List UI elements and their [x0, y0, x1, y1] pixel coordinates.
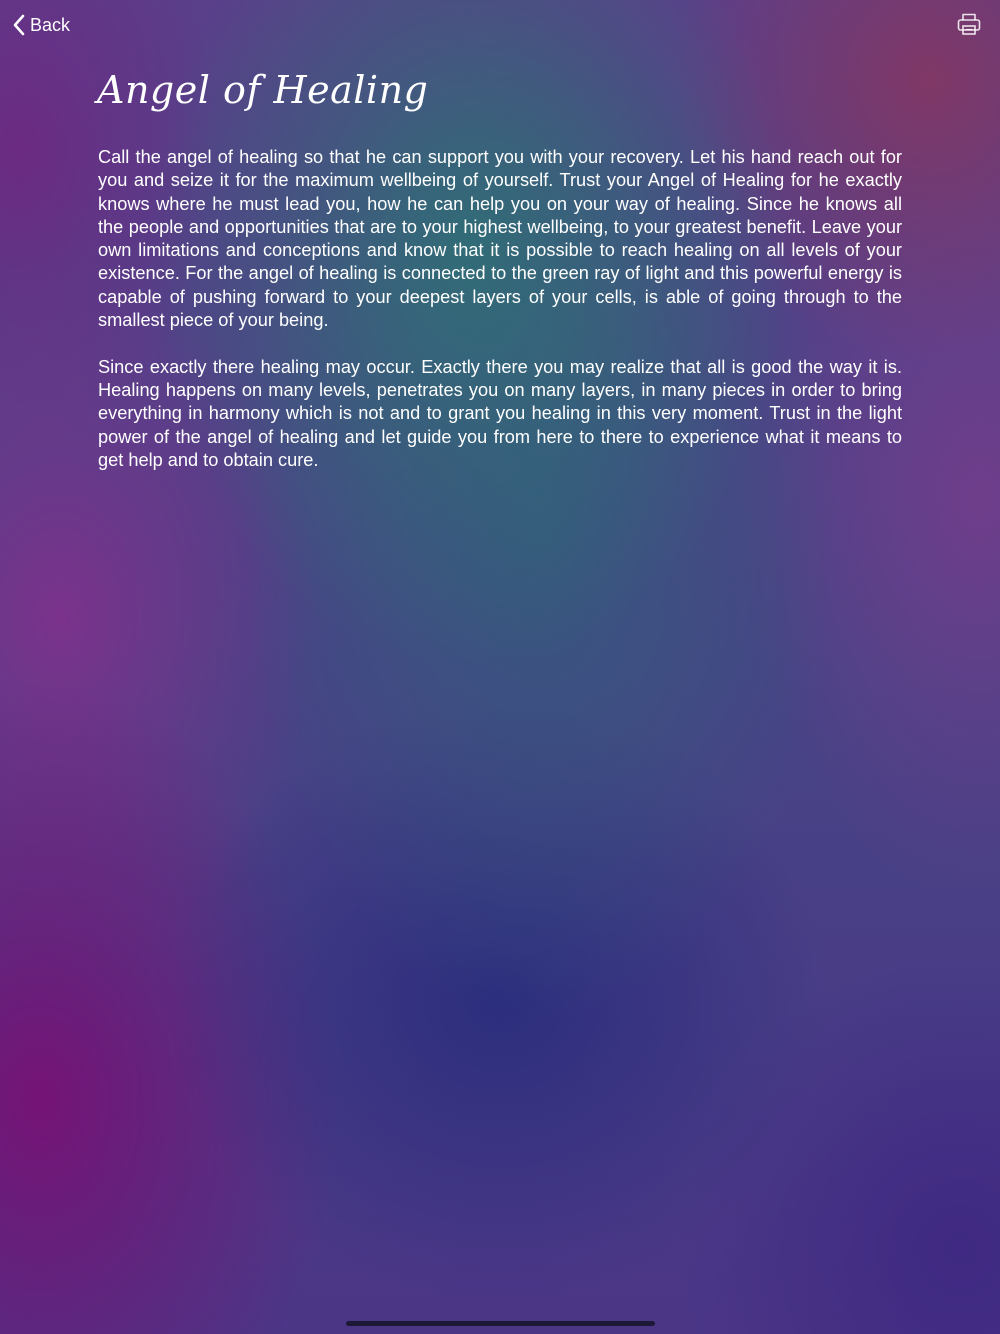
- article-paragraph-1: Call the angel of healing so that he can support you with your recovery. Let his hand reach out for you and seize it for the maximum wellbeing of yourself. Trust your Angel of Healing for he exactly knows where he must lead you, how he can help you on your way of healing. Since he knows all the people and opportunities that are to your highest wellbeing, to your greatest benefit. Leave your own limitations and conceptions and know that it is possible to reach healing on all levels of your existence. For the angel of healing is connected to the green ray of light and this powerful energy is capable of pushing forward to your deepest layers of your cells, is able of going through to the smallest piece of your being.: [98, 147, 902, 331]
- article-body: [98, 146, 902, 495]
- home-indicator[interactable]: [346, 1321, 655, 1326]
- page-title: Angel of Healing: [97, 68, 429, 112]
- chevron-left-icon: [12, 13, 26, 37]
- printer-icon: [956, 11, 982, 37]
- back-label: Back: [30, 14, 71, 35]
- print-button[interactable]: [956, 11, 982, 37]
- back-button[interactable]: [12, 10, 70, 40]
- article-paragraph-2: Since exactly there healing may occur. Exactly there you may realize that all is good the way it is. Healing happens on many levels, penetrates you on many layers, in many pieces in order to bring everything in harmony which is not and to grant you healing in this very moment. Trust in the light power of the angel of healing and let guide you from here to there to experience what it means to get help and to obtain cure.: [98, 356, 902, 470]
